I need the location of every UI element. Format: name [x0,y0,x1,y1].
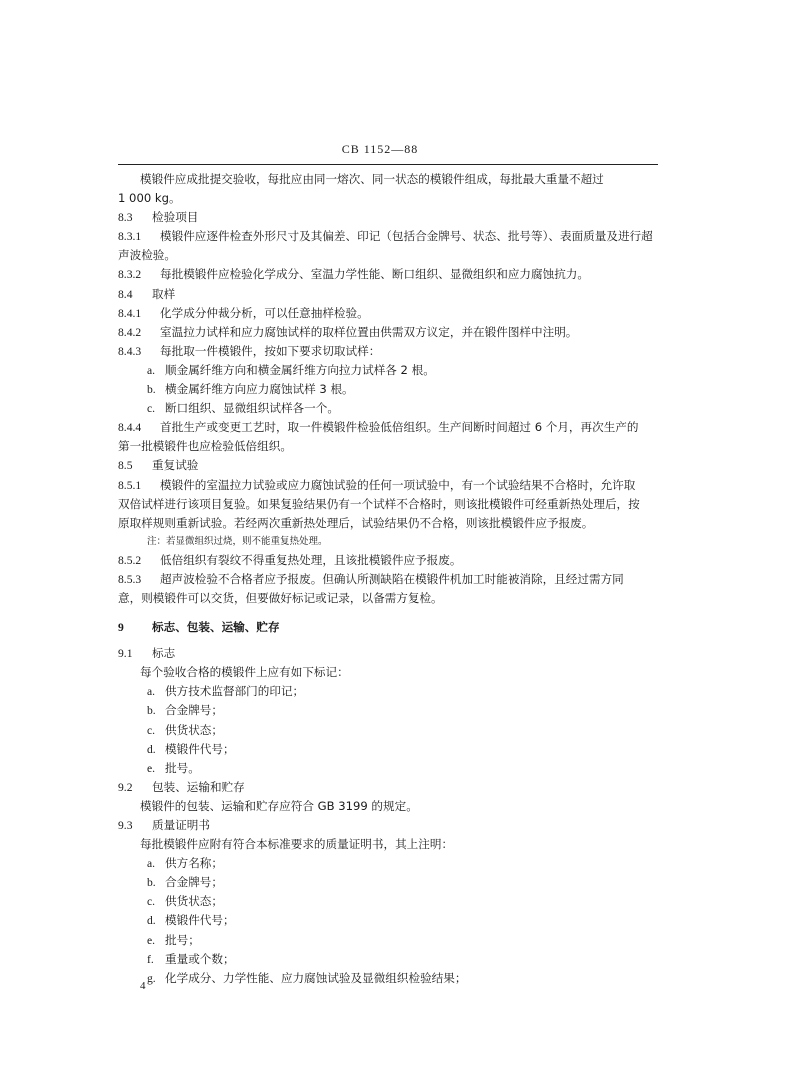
list-item: a. 顺金属纤维方向和横金属纤维方向拉力试样各 2 根。 [147,362,435,377]
clause-8-5-3: 8.5.3 超声波检验不合格者应予报废。但确认所测缺陷在模锻件机加工时能被消除，且经过需方同 [118,571,624,586]
list-item: b. 横金属纤维方向应力腐蚀试样 3 根。 [147,382,354,397]
list-item: b. 合金牌号； [147,875,223,890]
paragraph-line: 第一批模锻件也应检验低倍组织。 [118,439,292,454]
clause-8-3-2: 8.3.2 每批模锻件应检验化学成分、室温力学性能、断口组织、显微组织和应力腐蚀抗力。 [118,267,589,282]
list-item: d. 模锻件代号； [147,741,235,756]
clause-8-4-4: 8.4.4 首批生产或变更工艺时，取一件模锻件检验低倍组织。生产间断时间超过 6 个月，再次生产的 [118,420,639,435]
paragraph-line: 模锻件的包装、运输和贮存应符合 GB 3199 的规定。 [140,798,418,813]
page-number: 4 [140,980,146,992]
document-body [118,170,663,988]
list-item: e. 批号； [147,932,200,947]
paragraph-line: 模锻件应成批提交验收，每批应由同一熔次、同一状态的模锻件组成，每批最大重量不超过 [140,172,604,186]
list-item: a. 供方技术监督部门的印记； [147,684,305,699]
clause-8-4-2: 8.4.2 室温拉力试样和应力腐蚀试样的取样位置由供需双方议定，并在锻件图样中注明。 [118,324,578,339]
list-item: f. 重量或个数； [147,951,235,966]
paragraph-line: 意，则模锻件可以交货，但要做好标记或记录，以备需方复检。 [118,590,443,605]
paragraph-line: 原取样规则重新试验。若经两次重新热处理后，试验结果仍不合格，则该批模锻件应予报废。 [118,515,594,530]
list-item: c. 供货状态； [147,722,223,737]
clause-8-3-1: 8.3.1 模锻件应逐件检查外形尺寸及其偏差、印记（包括合金牌号、状态、批号等）、表面质量及进行超 [118,229,653,244]
clause-8-5-1: 8.5.1 模锻件的室温拉力试验或应力腐蚀试验的任何一项试验中，有一个试验结果不合格时，允许取 [118,477,636,492]
list-item: c. 断口组织、显微组织试样各一个。 [147,401,339,416]
paragraph-line: 双倍试样进行该项目复验。如果复验结果仍有一个试样不合格时，则该批模锻件可经重新热处理后，按 [118,496,640,511]
section-8-3-heading: 8.3 检验项目 [118,210,199,225]
header-rule [118,164,658,165]
paragraph-line: 每批模锻件应附有符合本标准要求的质量证明书，其上注明： [140,837,454,852]
list-item: g. 化学成分、力学性能、应力腐蚀试验及显微组织检验结果； [147,970,467,985]
note: 注：若显微组织过烧，则不能重复热处理。 [147,535,328,547]
list-item: a. 供方名称； [147,856,223,871]
section-8-5-heading: 8.5 重复试验 [118,458,199,473]
chapter-9-heading: 9 标志、包装、运输、贮存 [118,620,280,635]
list-item: d. 模锻件代号； [147,913,235,928]
clause-8-5-2: 8.5.2 低倍组织有裂纹不得重复热处理，且该批模锻件应予报废。 [118,552,462,567]
section-9-3-heading: 9.3 质量证明书 [118,818,210,832]
clause-8-4-3: 8.4.3 每批取一件模锻件，按如下要求切取试样： [118,343,381,358]
paragraph-line: 1 000 kg。 [118,191,181,206]
list-item: c. 供货状态； [147,894,223,909]
section-9-1-heading: 9.1 标志 [118,646,176,661]
section-9-2-heading: 9.2 包装、运输和贮存 [118,779,245,794]
list-item: e. 批号。 [147,760,200,775]
section-8-4-heading: 8.4 取样 [118,286,176,301]
list-item: b. 合金牌号； [147,703,223,718]
paragraph-line: 声波检验。 [118,248,176,263]
document-header: CB 1152—88 [341,142,419,156]
clause-8-4-1: 8.4.1 化学成分仲裁分析，可以任意抽样检验。 [118,305,369,320]
paragraph-line: 每个验收合格的模锻件上应有如下标记： [140,665,349,680]
